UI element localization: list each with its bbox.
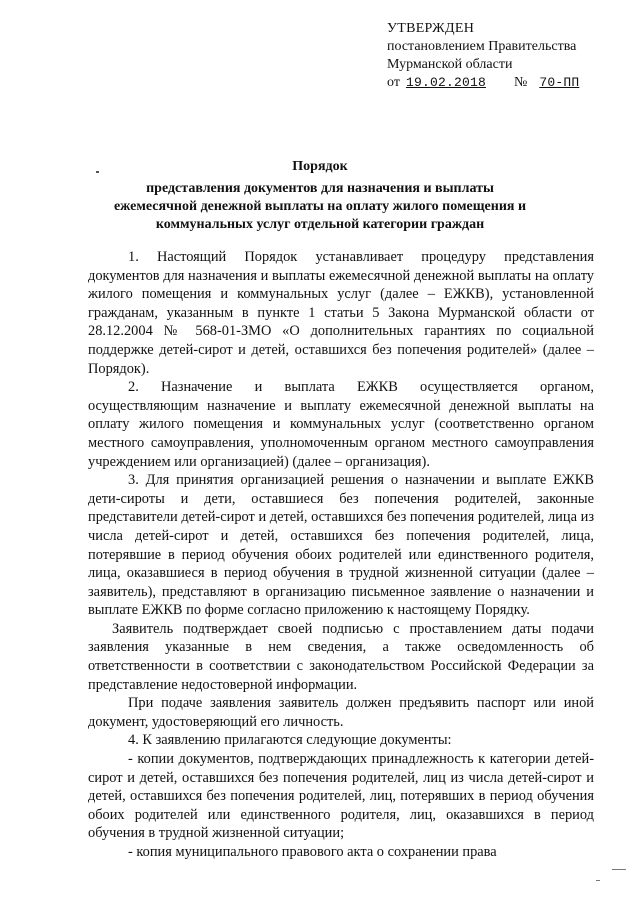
date-prefix: от	[387, 75, 400, 90]
number-prefix: №	[513, 75, 528, 90]
list-item-municipal-act: - копия муниципального правового акта о сохранении права	[128, 844, 497, 860]
scan-speck	[96, 171, 99, 173]
approval-date-line	[387, 74, 579, 92]
document-body	[88, 244, 594, 862]
scan-mark	[612, 869, 626, 870]
approval-date: 19.02.2018	[405, 75, 486, 90]
list-item-copies: - копии документов, подтверждающих принадлежность к категории детей-сирот и детей, оставшихся без попечения родителей, лиц из числа детей-сирот и детей, оставшихся без попечения родителей, лиц, потерявших в период обучения обоих родителей или единственного родителя, лиц, оказавшихся в период обучения в трудной жизненной ситуации;	[88, 751, 594, 842]
document-title	[110, 158, 530, 234]
title-subtitle: представления документов для назначения и выплаты ежемесячной денежной выплаты на оплату жилого помещения и коммунальных услуг отдельной категории граждан	[113, 181, 527, 232]
approval-number: 70-ПП	[539, 75, 580, 90]
paragraph-2: 2. Назначение и выплата ЕЖКВ осуществляется органом, осуществляющим назначение и выплату ежемесячной денежной выплаты на оплату жилого помещения и коммунальных услуг (соответственно органом местного самоуправления, уполномоченным органом местного самоуправления учреждением или организацией) (далее – организация).	[88, 379, 594, 470]
approval-region: Мурманской области	[387, 57, 513, 72]
paragraph-1: 1. Настоящий Порядок устанавливает процедуру представления документов для назначения и выплаты ежемесячной денежной выплаты на оплату жилого помещения и коммунальных услуг (далее – ЕЖКВ), установленной гражданам, указанным в пункте 1 статьи 5 Закона Мурманской области от 28.12.2004 № 568-01-ЗМО «О дополнительных гарантиях по социальной поддержке детей-сирот и детей, оставшихся без попечения родителей» (далее – Порядок).	[88, 249, 594, 377]
paragraph-4: 4. К заявлению прилагаются следующие документы:	[128, 732, 452, 749]
approval-authority: постановлением Правительства	[387, 39, 577, 54]
approval-heading: УТВЕРЖДЕН	[387, 21, 475, 36]
scan-mark	[596, 880, 600, 881]
paragraph-applicant-confirmation: Заявитель подтверждает своей подписью с проставлением даты подачи заявления указанные в нем сведения, а также осведомленность об ответственности в соответствии с законодательством Российской Федерации за представление недостоверной информации.	[88, 620, 594, 693]
approval-stamp-block	[387, 20, 579, 92]
paragraph-passport: При подаче заявления заявитель должен предъявить паспорт или иной документ, удостоверяющий его личность.	[88, 695, 594, 730]
paragraph-3: 3. Для принятия организацией решения о назначении и выплате ЕЖКВ дети-сироты и дети, оставшиеся без попечения родителей, законные представители детей-сирот и детей, оставшихся без попечения родителей, лица из числа детей-сирот и детей, оставшихся без попечения родителей, лица, потерявшие в период обучения обоих родителей или единственного родителя, лица, оказавшиеся в период обучения в трудной жизненной ситуации (далее – заявитель), представляют в организацию письменное заявление о назначении и выплате ЕЖКВ по форме согласно приложению к настоящему Порядку.	[88, 472, 594, 619]
title-heading: Порядок	[292, 159, 348, 174]
